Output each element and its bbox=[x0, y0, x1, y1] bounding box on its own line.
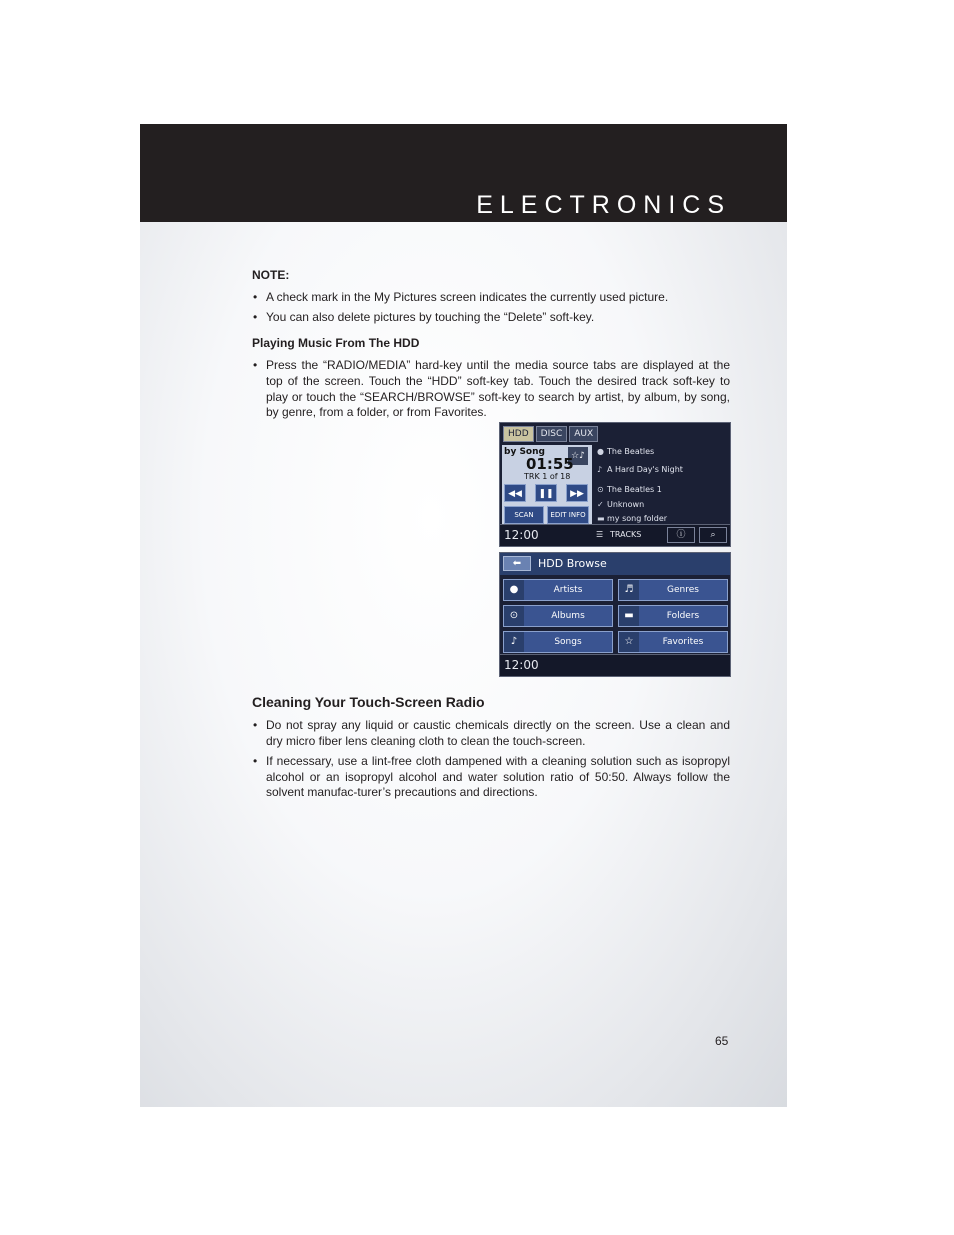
note-icon: ♪ bbox=[504, 632, 524, 652]
star-note-icon: ☆ bbox=[619, 632, 639, 652]
cleaning-item: • If necessary, use a lint-free cloth dampened with a cleaning solution such as isopropyl alcohol or an isopropyl alcohol and water solution ratio of 50:50. Always follow the solvent manufac-turer’s precautions and directions. bbox=[252, 754, 730, 801]
folder-line[interactable] bbox=[597, 514, 667, 523]
cleaning-title: Cleaning Your Touch-Screen Radio bbox=[252, 694, 485, 710]
song-name: A Hard Day's Night bbox=[607, 465, 683, 474]
guitar-icon: ✓ bbox=[597, 500, 604, 509]
cleaning-block bbox=[252, 718, 730, 806]
note-icon: ♪ bbox=[597, 465, 603, 474]
track-counter: TRK 1 of 18 bbox=[524, 472, 571, 481]
artists-button[interactable]: ● Artists bbox=[503, 579, 613, 601]
disc-icon: ⊙ bbox=[597, 485, 604, 494]
forward-icon[interactable]: ▶▶ bbox=[566, 484, 588, 502]
status-bar bbox=[500, 654, 731, 676]
scan-button[interactable]: SCAN bbox=[504, 506, 544, 524]
browse-header bbox=[500, 553, 731, 575]
note-block bbox=[252, 268, 730, 426]
clock: 12:00 bbox=[504, 658, 539, 672]
tab-aux[interactable]: AUX bbox=[569, 426, 598, 442]
album-name: The Beatles 1 bbox=[607, 485, 662, 494]
hdd-browse-screen bbox=[499, 552, 731, 677]
clock: 12:00 bbox=[504, 528, 539, 542]
manual-page bbox=[140, 124, 787, 1107]
pause-icon[interactable]: ❚❚ bbox=[535, 484, 557, 502]
album-line[interactable] bbox=[597, 485, 662, 494]
favorite-icon[interactable]: ☆♪ bbox=[568, 447, 588, 465]
hdd-instruction: • Press the “RADIO/MEDIA” hard-key until the media source tabs are displayed at the top of the screen. Touch the “HDD” soft-key tab. Touch the desired track soft-key to play or touch the “SEARCH/BROWSE” soft-key to search by artist, by album, by song, by genre, from a folder, or from Favorites. bbox=[252, 358, 730, 420]
info-icon[interactable]: ⓘ bbox=[667, 527, 695, 543]
browse-title: HDD Browse bbox=[538, 557, 607, 570]
guitar-icon: ♬ bbox=[619, 580, 639, 600]
section-header bbox=[140, 124, 787, 222]
list-icon: ☰ bbox=[596, 530, 604, 539]
edit-info-button[interactable]: EDIT INFO bbox=[547, 506, 589, 524]
back-arrow-icon[interactable]: ⬅ bbox=[503, 556, 531, 571]
genre-name: Unknown bbox=[607, 500, 645, 509]
hdd-subhead: Playing Music From The HDD bbox=[252, 335, 420, 350]
search-icon[interactable]: ⌕ bbox=[699, 527, 727, 543]
rewind-icon[interactable]: ◀◀ bbox=[504, 484, 526, 502]
tab-hdd[interactable]: HDD bbox=[503, 426, 534, 442]
cleaning-item: • Do not spray any liquid or caustic chemicals directly on the screen. Use a clean and dry micro fiber lens cleaning cloth to clean the touch-screen. bbox=[252, 718, 730, 749]
albums-button[interactable]: ⊙ Albums bbox=[503, 605, 613, 627]
folders-button[interactable]: ▬ Folders bbox=[618, 605, 728, 627]
status-bar bbox=[500, 524, 731, 546]
songs-button[interactable]: ♪ Songs bbox=[503, 631, 613, 653]
tracks-label: TRACKS bbox=[610, 530, 642, 539]
now-playing-screen bbox=[499, 422, 731, 547]
artist-name: The Beatles bbox=[607, 447, 655, 456]
elapsed-time: 01:55 bbox=[526, 455, 574, 473]
page-number: 65 bbox=[715, 1034, 729, 1048]
play-mode: by Song bbox=[504, 447, 545, 457]
source-tabs bbox=[503, 426, 598, 442]
track-info bbox=[595, 443, 729, 525]
note-item: • A check mark in the My Pictures screen indicates the currently used picture. bbox=[252, 290, 730, 306]
artist-icon: ● bbox=[597, 447, 604, 456]
favorites-button[interactable]: ☆ Favorites bbox=[618, 631, 728, 653]
playback-panel bbox=[502, 445, 592, 525]
genres-button[interactable]: ♬ Genres bbox=[618, 579, 728, 601]
folder-icon: ▬ bbox=[619, 606, 639, 626]
genre-line[interactable] bbox=[597, 500, 644, 509]
folder-icon: ▬ bbox=[597, 514, 605, 523]
artist-line[interactable] bbox=[597, 447, 654, 456]
folder-name: my song folder bbox=[607, 514, 668, 523]
tracks-button[interactable] bbox=[596, 528, 641, 542]
person-icon: ● bbox=[504, 580, 524, 600]
disc-icon: ⊙ bbox=[504, 606, 524, 626]
song-line[interactable] bbox=[597, 465, 683, 474]
note-item: • You can also delete pictures by touching the “Delete” soft-key. bbox=[252, 310, 730, 326]
tab-disc[interactable]: DISC bbox=[536, 426, 568, 442]
section-title: ELECTRONICS bbox=[476, 191, 731, 219]
note-title: NOTE: bbox=[252, 268, 290, 282]
